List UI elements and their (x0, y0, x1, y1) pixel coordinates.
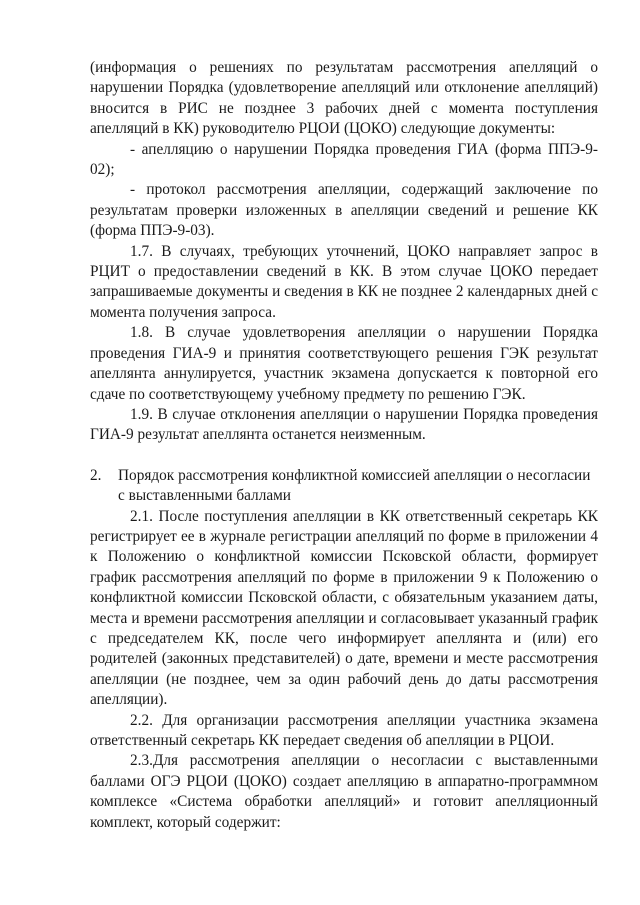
list-item-appeal-form: - апелляцию о нарушении Порядка проведения ГИА (форма ППЭ-9-02); (90, 140, 598, 179)
section-2-heading (90, 466, 598, 507)
paragraph-2-3: 2.3.Для рассмотрения апелляции о несогласии с выставленными баллами ОГЭ РЦОИ (ЦОКО) создает апелляцию в аппаратно-программном комплексе «Система обработки апелляций» и готовит апелляционный комплект, который содержит: (90, 752, 598, 831)
section-2-number: 2. (90, 466, 102, 484)
paragraph-1-9: 1.9. В случае отклонения апелляции о нарушении Порядка проведения ГИА-9 результат апеллянта останется неизменным. (90, 405, 598, 444)
section-2-title: Порядок рассмотрения конфликтной комиссией апелляции о несогласии с выставленными баллами (118, 466, 591, 505)
paragraph-2-1: 2.1. После поступления апелляции в КК ответственный секретарь КК регистрирует ее в журнале регистрации апелляций по форме в приложении 4 к Положению о конфликтной комиссии Псковской области, формирует график рассмотрения апелляций по форме в приложении 9 к Положению о конфликтной комиссии Псковской области, с обязательным указанием даты, места и времени рассмотрения апелляции и согласовывает указанный график с председателем КК, после чего информирует апеллянта и (или) его родителей (законных представителей) о дате, времени и месте рассмотрения апелляции (не позднее, чем за один рабочий день до даты рассмотрения апелляции). (90, 507, 598, 709)
document-body (90, 58, 598, 833)
paragraph-1-8: 1.8. В случае удовлетворения апелляции о нарушении Порядка проведения ГИА-9 и принятия соответствующего решения ГЭК результат апеллянта аннулируется, участник экзамена допускается к повторной его сдаче по соответствующему учебному предмету по решению ГЭК. (90, 324, 598, 403)
paragraph-1-7: 1.7. В случаях, требующих уточнений, ЦОКО направляет запрос в РЦИТ о предоставлении сведений в КК. В этом случае ЦОКО передает запрашиваемые документы и сведения в КК не позднее 2 календарных дней с момента получения запроса. (90, 242, 598, 321)
list-item-protocol-form: - протокол рассмотрения апелляции, содержащий заключение по результатам проверки изложенных в апелляции сведений и решение КК (форма ППЭ-9-03). (90, 181, 598, 240)
paragraph-2-2: 2.2. Для организации рассмотрения апелляции участника экзамена ответственный секретарь КК передает сведения об апелляции в РЦОИ. (90, 711, 598, 749)
section-spacer (90, 446, 598, 466)
paragraph-intro: (информация о решениях по результатам рассмотрения апелляций о нарушении Порядка (удовлетворение апелляций или отклонение апелляций) вносится в РИС не позднее 3 рабочих дней с момента поступления апелляций в КК) руководителю РЦОИ (ЦОКО) следующие документы: (90, 59, 598, 138)
